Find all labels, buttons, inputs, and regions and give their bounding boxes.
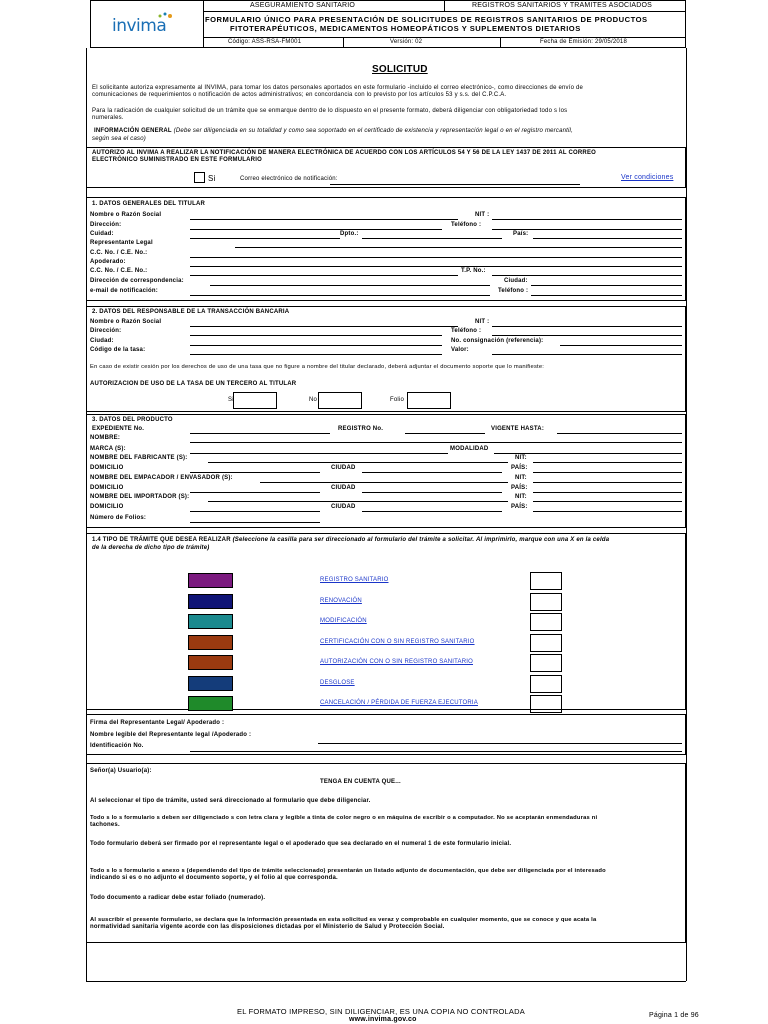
- s2-folio-box[interactable]: [407, 392, 451, 409]
- s1-apoderado-label: Apoderado:: [90, 259, 126, 265]
- s1-direccion-field[interactable]: [190, 229, 442, 230]
- s1-telefono2-field[interactable]: [531, 295, 682, 296]
- notes-n2-line1: Todo s lo s formulario s deben ser diligenciado s con letra clara y legible a tinta de color negro o en máquina de escribir o a computador. No se aceptarán enmendaduras ni: [90, 815, 598, 821]
- tramite-checkbox[interactable]: [530, 654, 562, 672]
- s3-pais3-label: PAÍS:: [511, 504, 528, 510]
- notes-n2-line2: tachones.: [90, 822, 120, 828]
- section2-title: 2. DATOS DEL RESPONSABLE DE LA TRANSACCIÓN BANCARIA: [92, 309, 290, 315]
- info-general-text: (Debe ser diligenciada en su totalidad y como sea soportado en el certificado de existencia y representación legal o en el registro mercantil,: [171, 128, 573, 134]
- s3-expediente-field[interactable]: [190, 433, 330, 434]
- s3-domicilio3-field[interactable]: [190, 511, 320, 512]
- tramite-color-swatch[interactable]: [188, 676, 233, 691]
- s3-vigente-label: VIGENTE HASTA:: [491, 426, 545, 432]
- s3-fabricante-label: NOMBRE DEL FABRICANTE (S):: [90, 455, 188, 461]
- s1-nit-label: NIT :: [475, 212, 490, 218]
- s3-pais2-label: PAÍS:: [511, 485, 528, 491]
- s2-ciudad-label: Ciudad:: [90, 338, 114, 344]
- tramite-color-swatch[interactable]: [188, 696, 233, 711]
- intro-p2-line2: numerales.: [92, 115, 124, 121]
- s3-registro-label: REGISTRO No.: [338, 426, 384, 432]
- page-title: SOLICITUD: [372, 64, 428, 75]
- s3-nit3-label: NIT:: [515, 494, 527, 500]
- s2-nit-field[interactable]: [492, 326, 682, 327]
- tramite-color-swatch[interactable]: [188, 573, 233, 588]
- s3-ciudad1-label: CIUDAD: [331, 465, 356, 471]
- header-title-2: FITOTERAPÉUTICOS, MEDICAMENTOS HOMEOPÁTICOS Y SUPLEMENTOS DIETARIOS: [230, 24, 581, 33]
- invima-logo: [110, 10, 180, 38]
- s3-marca-label: MARCA (S):: [90, 446, 126, 452]
- s3-importador-field[interactable]: [208, 501, 508, 502]
- s1-correspondencia-field[interactable]: [210, 285, 490, 286]
- s1-ciudad2-field[interactable]: [531, 285, 682, 286]
- notes-n1: Al seleccionar el tipo de trámite, usted será direccionado al formulario que debe diligenciar.: [90, 798, 371, 804]
- s1-correspondencia-label: Dirección de correspondencia:: [90, 278, 184, 284]
- si-label: Si: [208, 174, 216, 183]
- s3-expediente-label: EXPEDIENTE No.: [92, 426, 145, 432]
- s3-nombre-label: NOMBRE:: [90, 435, 121, 441]
- s3-registro-field[interactable]: [405, 433, 485, 434]
- s2-codigo-tasa-label: Código de la tasa:: [90, 347, 146, 353]
- section3-title: 3. DATOS DEL PRODUCTO: [92, 417, 173, 423]
- header-area: ASEGURAMIENTO SANITARIO: [250, 2, 356, 9]
- auth-line1: AUTORIZO AL INVIMA A REALIZAR LA NOTIFICACIÓN DE MANERA ELECTRÓNICA DE ACUERDO CON LOS ARTÍCULOS 54 Y 56 DE LA LEY 1437 DE 2011 AL CORREO: [92, 150, 597, 156]
- s3-nombre-field[interactable]: [190, 442, 682, 443]
- s3-fabricante-field[interactable]: [208, 462, 508, 463]
- s1-nombre-label: Nombre o Razón Social: [90, 212, 162, 218]
- tramite-link[interactable]: REGISTRO SANITARIO: [320, 577, 389, 583]
- s3-pais1-label: PAÍS:: [511, 465, 528, 471]
- s3-domicilio3-label: DOMICILIO: [90, 504, 124, 510]
- s3-nit2-field[interactable]: [533, 482, 682, 483]
- tramite-link[interactable]: AUTORIZACIÓN CON O SIN REGISTRO SANITARIO: [320, 659, 473, 665]
- header-process: REGISTROS SANITARIOS Y TRAMITES ASOCIADOS: [472, 2, 652, 9]
- s3-domicilio1-label: DOMICILIO: [90, 465, 124, 471]
- intro-p3-line2: según sea el caso): [92, 136, 146, 142]
- s3-nit1-field[interactable]: [533, 462, 682, 463]
- notes-n4-line1: Todo s lo s formulario s anexo s (dependiendo del tipo de trámite seleccionado) presentarán un listado adjunto de documentación, que debe ser diligenciada por el interesado: [90, 868, 606, 874]
- s3-domicilio1-field[interactable]: [190, 472, 320, 473]
- s3-pais3-field[interactable]: [533, 511, 682, 512]
- intro-p1-line2: comunicaciones de requerimientos o notificación de actos administrativos; en concordancia con lo previsto por los artículos 53 y s.s. del C.P.C.A.: [92, 92, 507, 98]
- s2-folio-label: Folio: [390, 397, 405, 403]
- sig-nombre-label: Nombre legible del Representante legal /Apoderado :: [90, 732, 252, 738]
- section4-box: [86, 533, 686, 710]
- s1-tp-field[interactable]: [492, 275, 682, 276]
- s3-vigente-field[interactable]: [557, 433, 682, 434]
- section2-box: [86, 306, 686, 412]
- s1-cc2-label: C.C. No. / C.E. No.:: [90, 268, 148, 274]
- tramite-link[interactable]: MODIFICACIÓN: [320, 618, 367, 624]
- notes-n3: Todo formulario deberá ser firmado por el representante legal o el apoderado que sea declarado en el numeral 1 de este formulario inicial.: [90, 841, 512, 847]
- s1-representante-field[interactable]: [235, 247, 682, 248]
- footer-line1: EL FORMATO IMPRESO, SIN DILIGENCIAR, ES UNA COPIA NO CONTROLADA: [237, 1007, 525, 1016]
- s2-auth-title: AUTORIZACION DE USO DE LA TASA DE UN TERCERO AL TITULAR: [90, 381, 297, 387]
- s2-valor-field[interactable]: [492, 354, 682, 355]
- s4-title-bold: 1.4 TIPO DE TRÁMITE QUE DESEA REALIZAR: [92, 537, 231, 543]
- intro-p3-line1: [94, 128, 573, 134]
- s3-pais2-field[interactable]: [533, 492, 682, 493]
- s1-tp-label: T.P. No.:: [461, 268, 486, 274]
- s3-empacador-label: NOMBRE DEL EMPACADOR / ENVASADOR (S):: [90, 475, 233, 481]
- footer-website: www.invima.gov.co: [349, 1016, 417, 1023]
- s3-domicilio2-label: DOMICILIO: [90, 485, 124, 491]
- s1-telefono-field[interactable]: [492, 229, 682, 230]
- tramite-checkbox[interactable]: [530, 675, 562, 693]
- s1-telefono2-label: Teléfono :: [498, 288, 529, 294]
- tramite-color-swatch[interactable]: [188, 635, 233, 650]
- s3-ciudad3-label: CIUDAD: [331, 504, 356, 510]
- s4-title-italic: (Seleccione la casilla para ser direccionado al formulario del trámite a solicitar. Al imprimirlo, marque con una X en la celda: [230, 537, 610, 543]
- notes-salutation: Señor(a) Usuario(a):: [90, 768, 152, 774]
- s2-direccion-field[interactable]: [190, 335, 442, 336]
- s1-apoderado-field[interactable]: [190, 266, 682, 267]
- tramite-checkbox[interactable]: [530, 572, 562, 590]
- email-notif-label: Correo electrónico de notificación:: [240, 176, 338, 182]
- s1-representante-label: Representante Legal: [90, 240, 153, 246]
- s2-si-box[interactable]: [233, 392, 277, 409]
- s2-nombre-label: Nombre o Razón Social: [90, 319, 162, 325]
- s1-direccion-label: Dirección:: [90, 222, 122, 228]
- sig-nombre-field[interactable]: [318, 743, 682, 744]
- s1-cc1-field[interactable]: [190, 257, 682, 258]
- s2-note: En caso de existir cesión por los derechos de uso de una tasa que no figure a nombre del titular declarado, deberá adjuntar el documento soporte que lo manifieste:: [90, 364, 545, 370]
- s3-nit1-label: NIT:: [515, 455, 527, 461]
- s3-empacador-field[interactable]: [260, 482, 508, 483]
- s1-email-field[interactable]: [190, 295, 490, 296]
- s2-no-label: No: [309, 397, 318, 403]
- s1-nit-field[interactable]: [492, 219, 682, 220]
- tramite-link[interactable]: CERTIFICACIÓN CON O SIN REGISTRO SANITARIO: [320, 639, 475, 645]
- intro-p2-line1: Para la radicación de cualquier solicitud de un trámite que se enmarque dentro de lo dispuesto en el presente formato, deberá diligenciar con obligatoriedad todo s los: [92, 108, 568, 114]
- s4-title-line1: [92, 537, 609, 543]
- s3-marca-field[interactable]: [190, 453, 448, 454]
- s1-pais-label: País:: [513, 231, 529, 237]
- s3-pais1-field[interactable]: [533, 472, 682, 473]
- tramite-color-swatch[interactable]: [188, 594, 233, 609]
- header-date: Fecha de Emisión: 29/05/2018: [540, 39, 627, 45]
- tramite-checkbox[interactable]: [530, 613, 562, 631]
- tramite-color-swatch[interactable]: [188, 655, 233, 670]
- s1-ciudad2-label: Ciudad:: [504, 278, 528, 284]
- s3-folios-label: Número de Folios:: [90, 515, 147, 521]
- sig-firma-label: Firma del Representante Legal/ Apoderado :: [90, 720, 225, 726]
- s1-pais-field[interactable]: [533, 238, 682, 239]
- s3-ciudad2-field[interactable]: [362, 492, 502, 493]
- s3-domicilio2-field[interactable]: [190, 492, 320, 493]
- auth-line2: ELECTRÓNICO SUMINISTRADO EN ESTE FORMULARIO: [92, 157, 262, 163]
- s2-si-label: Si: [228, 397, 234, 403]
- s2-ciudad-field[interactable]: [190, 345, 442, 346]
- ver-condiciones-link[interactable]: Ver condiciones: [621, 174, 674, 181]
- s1-ciudad-label: Cuidad:: [90, 231, 114, 237]
- tramite-link[interactable]: DESGLOSE: [320, 680, 355, 686]
- s3-ciudad1-field[interactable]: [362, 472, 502, 473]
- s2-codigo-tasa-field[interactable]: [190, 354, 442, 355]
- s2-no-box[interactable]: [318, 392, 362, 409]
- s3-modalidad-label: MODALIDAD: [450, 446, 489, 452]
- s1-dpto-field[interactable]: [362, 238, 502, 239]
- s3-importador-label: NOMBRE DEL IMPORTADOR (S):: [90, 494, 190, 500]
- header-version: Versión: 02: [390, 39, 423, 45]
- sig-id-field[interactable]: [190, 751, 682, 752]
- tramite-color-swatch[interactable]: [188, 614, 233, 629]
- notes-n6-line1: Al suscribir el presente formulario, se declara que la información presentada en esta solicitud es veraz y comprobable en cualquier momento, que se conoce y que acata la: [90, 917, 597, 923]
- si-checkbox[interactable]: [194, 172, 205, 183]
- s3-ciudad2-label: CIUDAD: [331, 485, 356, 491]
- notes-heading: TENGA EN CUENTA QUE...: [320, 779, 401, 785]
- info-general-label: INFORMACIÓN GENERAL: [94, 128, 172, 134]
- s3-folios-field[interactable]: [190, 522, 320, 523]
- s2-valor-label: Valor:: [451, 347, 469, 353]
- section1-title: 1. DATOS GENERALES DEL TITULAR: [92, 201, 206, 207]
- s1-dpto-label: Dpto.:: [340, 231, 359, 237]
- header-code: Código: ASS-RSA-FM001: [228, 39, 302, 45]
- s2-consignacion-label: No. consignación (referencia):: [451, 338, 544, 344]
- notes-n5: Todo documento a radicar debe estar foliado (numerado).: [90, 895, 266, 901]
- notes-n6-line2: normatividad sanitaria vigente acorde con las disposiciones dictadas por el Ministerio de Salud y Protección Social.: [90, 924, 445, 930]
- s4-title-line2: de la derecha de dicho tipo de trámite): [92, 545, 210, 551]
- s2-nit-label: NIT :: [475, 319, 490, 325]
- s3-ciudad3-field[interactable]: [362, 511, 502, 512]
- email-notif-field[interactable]: [330, 184, 580, 185]
- s3-modalidad-field[interactable]: [494, 453, 682, 454]
- sig-id-label: Identificación No.: [90, 743, 144, 749]
- tramite-link[interactable]: CANCELACIÓN / PÉRDIDA DE FUERZA EJECUTORIA: [320, 700, 478, 706]
- s2-consignacion-field[interactable]: [560, 345, 682, 346]
- notes-n4-line2: indicando si es o no adjunto el documento soporte, y el folio al que corresponda.: [90, 875, 338, 881]
- tramite-checkbox[interactable]: [530, 695, 562, 713]
- notes-box: [86, 763, 686, 943]
- s2-nombre-field[interactable]: [190, 326, 458, 327]
- s2-telefono-field[interactable]: [492, 335, 682, 336]
- tramite-checkbox[interactable]: [530, 634, 562, 652]
- s1-cc2-field[interactable]: [190, 275, 458, 276]
- s3-nit2-label: NIT:: [515, 475, 527, 481]
- footer-page: Página 1 de 96: [649, 1012, 699, 1019]
- s2-direccion-label: Dirección:: [90, 328, 122, 334]
- tramite-link[interactable]: RENOVACIÓN: [320, 598, 362, 604]
- logo-text: invima: [112, 16, 167, 36]
- s1-email-label: e-mail de notificación:: [90, 288, 158, 294]
- s2-telefono-label: Teléfono :: [451, 328, 482, 334]
- s3-nit3-field[interactable]: [533, 501, 682, 502]
- s1-nombre-field[interactable]: [190, 219, 458, 220]
- s1-telefono-label: Teléfono :: [451, 222, 482, 228]
- header-title-1: FORMULARIO ÚNICO PARA PRESENTACIÓN DE SOLICITUDES DE REGISTROS SANITARIOS DE PRODUCTOS: [205, 15, 648, 24]
- s1-cc1-label: C.C. No. / C.E. No.:: [90, 250, 148, 256]
- intro-p1-line1: El solicitante autoriza expresamente al INVIMA, para tomar los datos personales aportados en este formulario -incluido el correo electrónico-, como direcciones de envío de: [92, 85, 584, 91]
- tramite-checkbox[interactable]: [530, 593, 562, 611]
- s1-ciudad-field[interactable]: [190, 238, 340, 239]
